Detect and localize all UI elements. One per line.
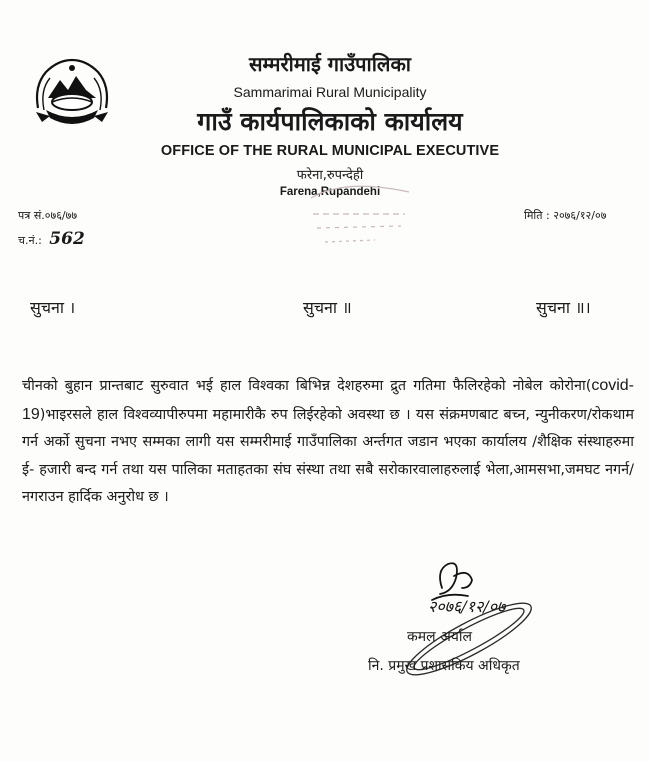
notice-heading-3: सुचना ॥।	[536, 298, 591, 317]
address-nepali: फरेना,रुपन्देही	[296, 168, 364, 183]
notice-heading-1: सुचना ।	[30, 298, 76, 317]
municipality-name-nepali: सम्मरीमाई गाउँपालिका	[249, 52, 411, 76]
body-covid-term: covid-19	[22, 377, 634, 423]
letter-date: मिति : २०७६/१२/०७	[524, 209, 607, 222]
dispatch-number: 562	[49, 229, 85, 249]
body-text-part-2: )भाइरसले हाल विश्वव्यापीरुपमा महामारीकै रुप लिईरहेको अवस्था छ । यस संक्रमणबाट बच्न, न्युनीकरण/रोकथाम गर्न अर्को सुचना नभए सम्मका लागी यस सम्मरीमाई गाउँपालिका अर्न्तगत जडान भएका कार्यालय /शैक्षिक संस्थाहरुमा ई- हजारी बन्द गर्न तथा यस पालिका मताहतका संघ संस्था तथा सबै सरोकारवालाहरुलाई भेला,आमसभा,जमघट नगर्न/नगराउन हार्दिक अनुरोध छ ।	[22, 406, 634, 505]
signature-date: २०७६/१२/०७	[428, 597, 506, 616]
dispatch-label: च.नं.:	[18, 234, 42, 247]
dispatch-number-row	[18, 229, 85, 249]
notice-body-paragraph	[22, 372, 634, 512]
signatory-name: कमल अर्याल	[407, 629, 472, 645]
municipality-name-english: Sammarimai Rural Municipality	[233, 84, 427, 100]
body-text-part-1: चीनको बुहान प्रान्तबाट सुरुवात भई हाल विश्वका बिभिन्न देशहरुमा द्रुत गतिमा फैलिरहेको नोबेल कोरोना(	[22, 378, 592, 394]
address-english: Farena,Rupandehi	[279, 186, 381, 198]
notice-heading-2: सुचना ॥	[303, 298, 352, 317]
municipality-emblem-icon	[30, 50, 114, 134]
office-title-nepali: गाउँ कार्यपालिकाको कार्यालय	[197, 107, 463, 136]
faded-office-stamp	[305, 168, 415, 256]
signatory-designation: नि. प्रमुख प्रशासकिय अधिकृत	[368, 658, 520, 674]
reference-number: पत्र सं.०७६/७७	[18, 209, 78, 222]
office-title-english: OFFICE OF THE RURAL MUNICIPAL EXECUTIVE	[160, 143, 500, 159]
